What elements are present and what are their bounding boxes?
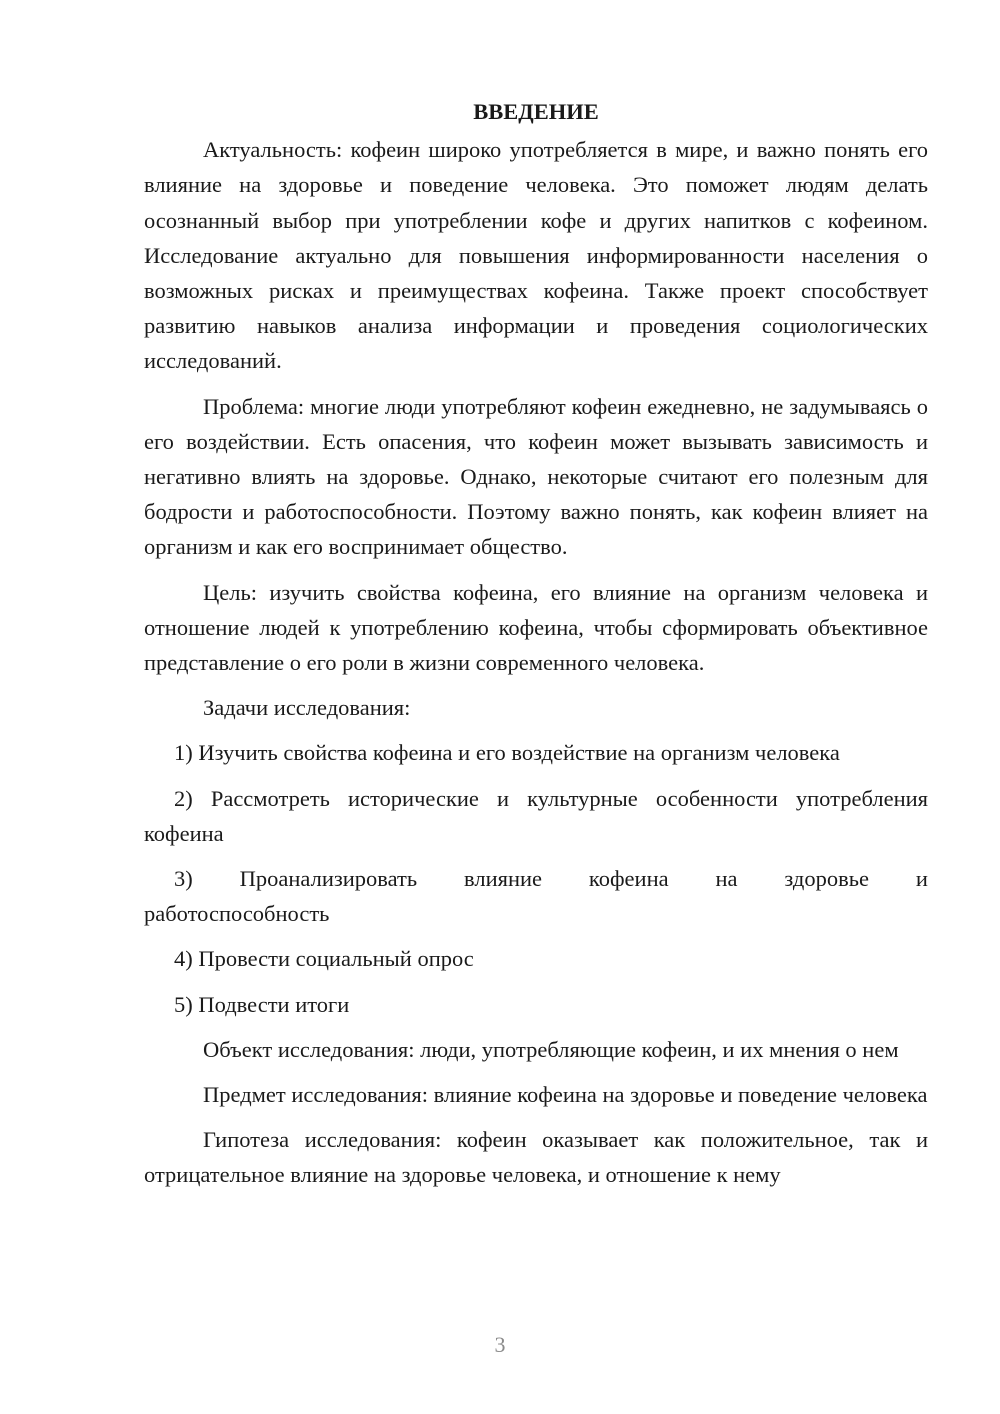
task-item-3-word: кофеина: [588, 866, 669, 892]
page-content: [144, 94, 928, 1203]
task-item-5: 5) Подвести итоги: [174, 991, 350, 1017]
task-item-3-word: Проанализировать: [239, 866, 418, 892]
paragraph-relevance: Актуальность: кофеин широко употребляется в мире, и важно понять его влияние на здоровье и поведение человека. Это поможет людям делать осознанный выбор при употреблении кофе и других напитков с кофеином. Исследование актуально для повышения информированности населения о возможных рисках и преимуществах кофеина. Также проект способствует развитию навыков анализа информации и проведения социологических исследований.: [144, 137, 928, 374]
task-item-3-word: и: [915, 866, 928, 892]
tasks-title: Задачи исследования:: [203, 695, 411, 721]
task-item-1: 1) Изучить свойства кофеина и его воздействие на организм человека: [174, 740, 840, 766]
task-item-3-word: на: [715, 866, 738, 892]
task-item-3-first-line: [144, 861, 928, 896]
task-item-3-word: здоровье: [784, 866, 869, 892]
task-item-3-continuation: работоспособность: [144, 901, 330, 927]
task-item-3: [144, 861, 928, 931]
paragraph-problem: Проблема: многие люди употребляют кофеин ежедневно, не задумываясь о его воздействии. Есть опасения, что кофеин может вызывать зависимость и негативно влиять на здоровье. Однако, некоторые считают его полезным для бодрости и работоспособности. Поэтому важно понять, как кофеин влияет на организм и как его воспринимает общество.: [144, 393, 928, 560]
paragraph-hypothesis: Гипотеза исследования: кофеин оказывает как положительное, так и отрицательное влияние на здоровье человека, и отношение к нему: [144, 1127, 928, 1188]
page-number: 3: [494, 1332, 506, 1357]
paragraph-object: Объект исследования: люди, употребляющие кофеин, и их мнения о нем: [203, 1036, 899, 1062]
paragraph-subject: Предмет исследования: влияние кофеина на здоровье и поведение человека: [203, 1082, 928, 1108]
task-item-3-word: влияние: [464, 866, 543, 892]
task-item-3-word: 3): [174, 866, 193, 892]
section-heading: ВВЕДЕНИЕ: [473, 99, 599, 124]
paragraph-goal: Цель: изучить свойства кофеина, его влияние на организм человека и отношение людей к употреблению кофеина, чтобы сформировать объективное представление о его роли в жизни современного человека.: [144, 579, 928, 676]
task-item-4: 4) Провести социальный опрос: [174, 946, 474, 972]
task-item-2: 2) Рассмотреть исторические и культурные особенности употребления кофеина: [144, 785, 928, 846]
